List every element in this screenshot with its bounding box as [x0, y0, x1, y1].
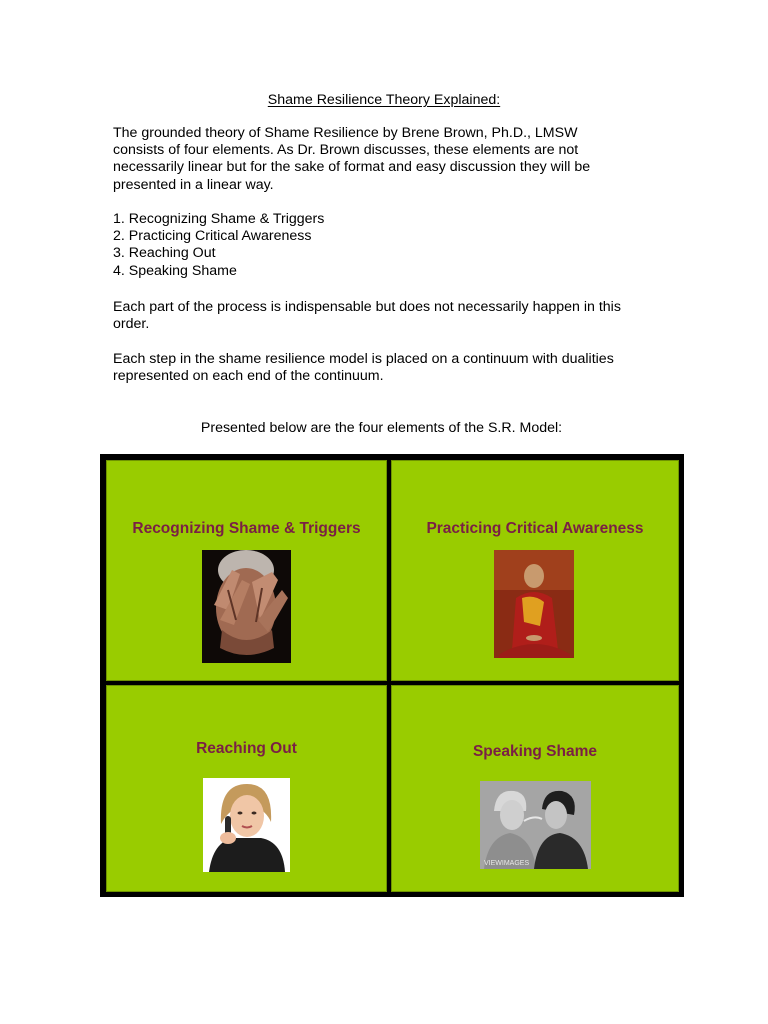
model-cell-recognizing [106, 460, 387, 681]
paragraph-line: Each step in the shame resilience model is placed on a continuum with dualities [113, 351, 614, 367]
two-women-whispering-photo [480, 781, 591, 869]
cell-label: Speaking Shame [472, 743, 598, 760]
intro-line: The grounded theory of Shame Resilience by Brene Brown, Ph.D., LMSW [113, 125, 578, 141]
list-item: 3. Reaching Out [113, 245, 216, 262]
paragraph-line: order. [113, 316, 150, 333]
model-cell-speaking [391, 685, 679, 892]
model-caption: Presented below are the four elements of the S.R. Model: [200, 420, 563, 436]
intro-line: necessarily linear but for the sake of format and easy discussion they will be [113, 159, 591, 176]
list-item: 1. Recognizing Shame & Triggers [113, 211, 325, 227]
paragraph-line: represented on each end of the continuum. [113, 368, 384, 385]
process-paragraph [113, 299, 653, 333]
cell-label: Reaching Out [196, 740, 297, 757]
paragraph-line: Each part of the process is indispensable but does not necessarily happen in this [113, 299, 621, 315]
list-item: 2. Practicing Critical Awareness [113, 228, 312, 245]
model-cell-practicing [391, 460, 679, 681]
model-grid [100, 454, 684, 897]
intro-paragraph [113, 125, 653, 194]
woman-on-phone-photo [203, 778, 290, 872]
monk-meditating-photo [494, 550, 574, 658]
man-hands-over-face-photo [202, 550, 291, 663]
model-cell-reaching [106, 685, 387, 892]
cell-label: Practicing Critical Awareness [426, 520, 644, 537]
intro-line: presented in a linear way. [113, 176, 274, 193]
list-item: 4. Speaking Shame [113, 262, 237, 279]
document-title: Shame Resilience Theory Explained: [267, 92, 501, 108]
elements-list [113, 211, 653, 280]
photo-watermark: VIEWIMAGES [484, 860, 530, 867]
cell-label: Recognizing Shame & Triggers [132, 520, 361, 537]
intro-line: consists of four elements. As Dr. Brown discusses, these elements are not [113, 142, 579, 159]
continuum-paragraph [113, 351, 653, 385]
